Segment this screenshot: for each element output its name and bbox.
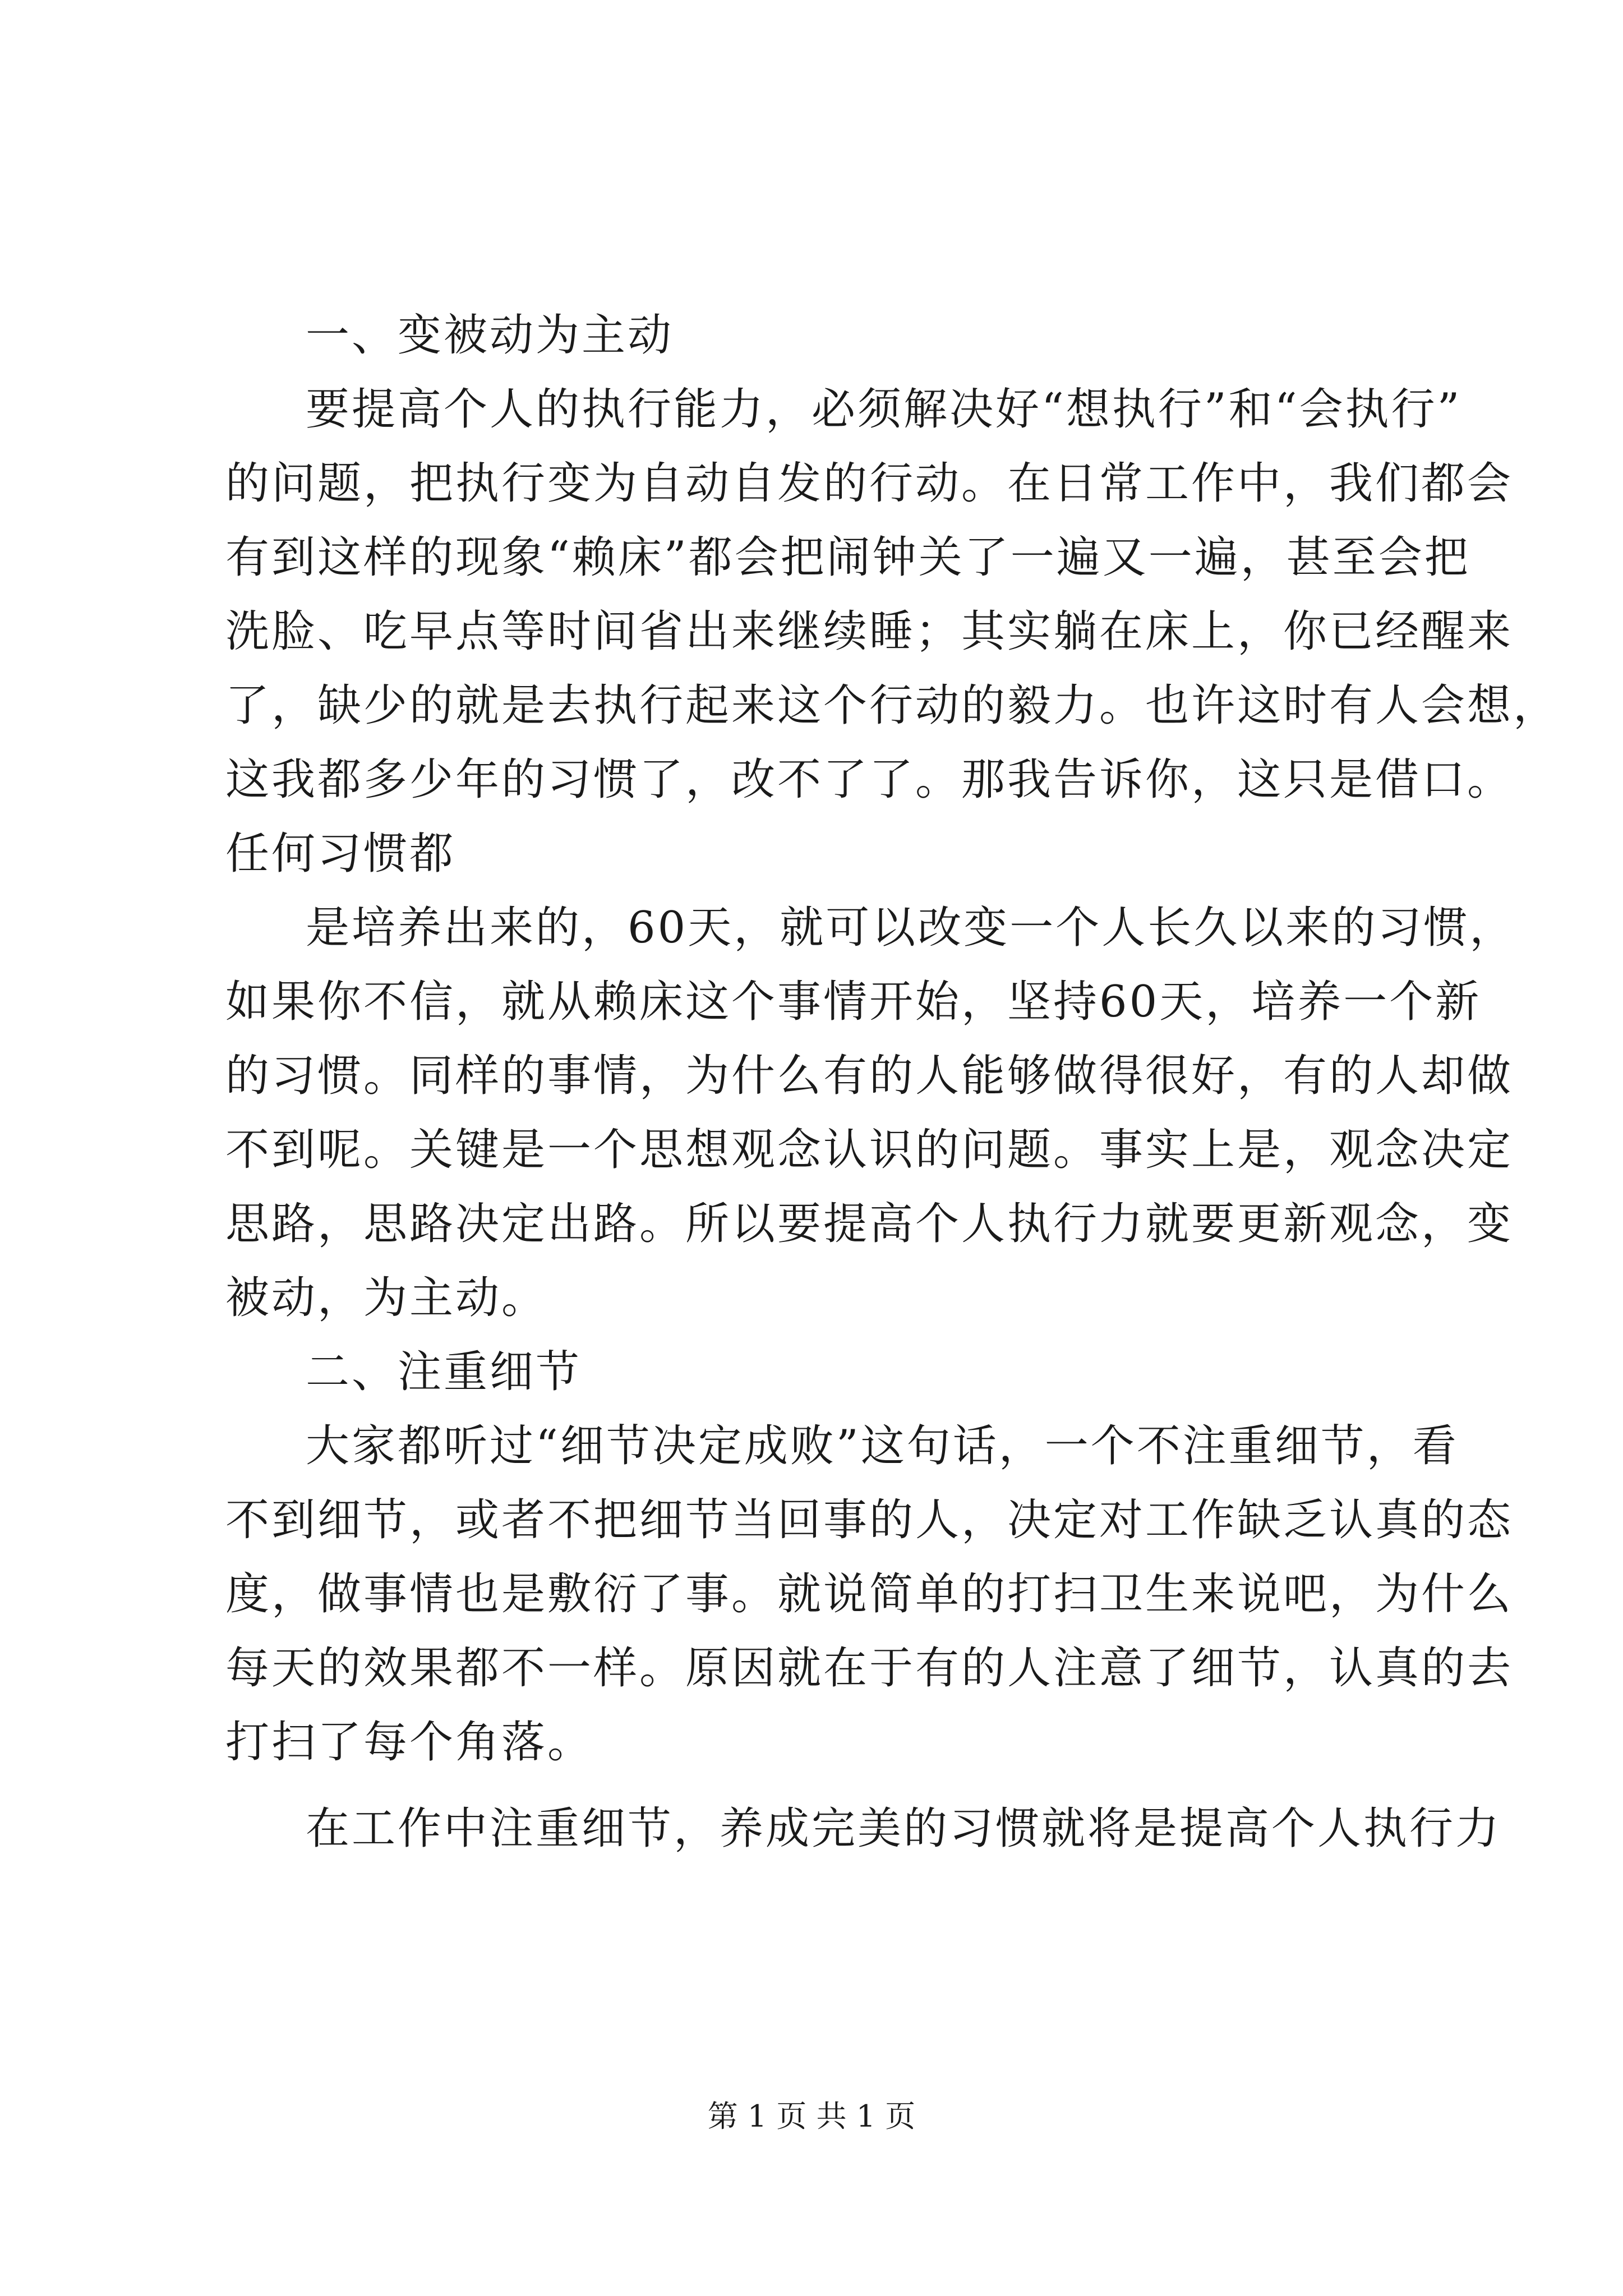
paragraph-line: 大家都听过“细节决定成败”这句话，一个不注重细节，看 bbox=[306, 1421, 1459, 1471]
paragraph-line: 不到细节，或者不把细节当回事的人，决定对工作缺乏认真的态 bbox=[225, 1495, 1514, 1545]
paragraph-line: 任何习惯都 bbox=[225, 829, 456, 879]
paragraph-line: 每天的效果都不一样。原因就在于有的人注意了细节，认真的去 bbox=[225, 1643, 1514, 1694]
paragraph-line: 是培养出来的，60天，就可以改变一个人长久以来的习惯， bbox=[306, 903, 1516, 953]
paragraph-line: 不到呢。关键是一个思想观念认识的问题。事实上是，观念决定 bbox=[225, 1125, 1514, 1175]
paragraph-line: 在工作中注重细节，养成完美的习惯就将是提高个人执行力 bbox=[306, 1803, 1502, 1854]
paragraph-line: 有到这样的现象“赖床”都会把闹钟关了一遍又一遍，甚至会把 bbox=[225, 532, 1470, 583]
page-footer: 第 1 页 共 1 页 bbox=[707, 2099, 916, 2134]
paragraph-line: 的问题，把执行变为自动自发的行动。在日常工作中，我们都会 bbox=[225, 458, 1514, 509]
paragraph-line: 这我都多少年的习惯了，改不了了。那我告诉你，这只是借口。 bbox=[225, 754, 1514, 805]
paragraph-line: 如果你不信，就从赖床这个事情开始，坚持60天，培养一个新 bbox=[225, 977, 1482, 1027]
paragraph-line: 的习惯。同样的事情，为什么有的人能够做得很好，有的人却做 bbox=[225, 1051, 1514, 1101]
heading-2: 二、注重细节 bbox=[306, 1347, 582, 1397]
paragraph-line: 打扫了每个角落。 bbox=[225, 1717, 594, 1768]
paragraph-line: 度，做事情也是敷衍了事。就说简单的打扫卫生来说吧，为什么 bbox=[225, 1569, 1514, 1619]
paragraph-line: 了，缺少的就是去执行起来这个行动的毅力。也许这时有人会想， bbox=[225, 680, 1560, 731]
heading-1: 一、变被动为主动 bbox=[306, 310, 674, 361]
paragraph-line: 要提高个人的执行能力，必须解决好“想执行”和“会执行” bbox=[306, 384, 1462, 435]
paragraph-line: 洗脸、吃早点等时间省出来继续睡；其实躺在床上，你已经醒来 bbox=[225, 606, 1514, 657]
paragraph-line: 被动，为主动。 bbox=[225, 1273, 548, 1323]
paragraph-line: 思路，思路决定出路。所以要提高个人执行力就要更新观念，变 bbox=[225, 1199, 1514, 1249]
